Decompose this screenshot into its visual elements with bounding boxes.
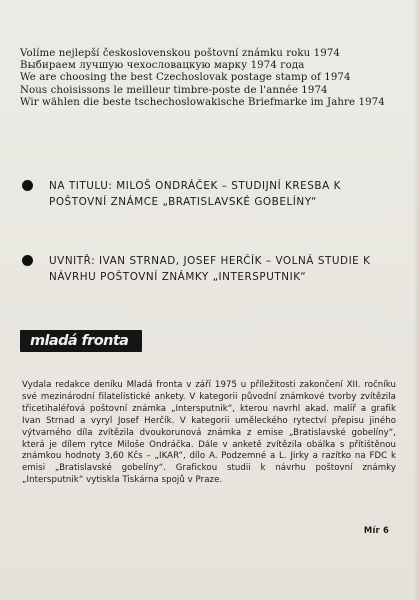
bullet-dot-icon	[22, 255, 33, 266]
cover-credit	[22, 178, 398, 210]
heading-line-german: Wir wählen die beste tschechoslowakische Briefmarke im Jahre 1974	[20, 96, 385, 108]
print-code: Mír 6	[363, 525, 389, 535]
bullet-dot-icon	[22, 180, 33, 191]
heading-line-czech: Volíme nejlepší československou poštovní známku roku 1974	[20, 48, 341, 59]
inside-credit	[22, 253, 398, 285]
heading-line-russian: Выбираем лучшую чехословацкую марку 1974 года	[20, 60, 305, 72]
publication-note: Vydala redakce deníku Mladá fronta v září 1975 u příležitosti zakončení XII. ročníku své mezinárodní filatelistické ankety. V kategorii původní známkové tvorby zvítězila třicetihaléřová poštovní známka „Intersputnik“, kterou navrhl akad. malíř a grafik Ivan Strnad a vyryl Josef Herčík. V kategorii uměleckého rytectví přepisu jiného výtvarného díla zvítězila dvoukorunová známka z emise „Bratislavské gobelíny“, která je dílem rytce Miloše Ondráčka. Dále v anketě zvítězila obálka s přítištěnou známkou hodnoty 3,60 Kčs – „IKAR“, dílo A. Podzemné a L. Jirky a razítko na FDC k emisi „Bratislavské gobelíny“. Grafickou studii k návrhu poštovní známky „Intersputnik“ vytiskla Tiskárna spojů v Praze.	[22, 380, 396, 486]
heading-line-french: Nous choisissons le meilleur timbre-poste de l'année 1974	[20, 84, 328, 96]
multilingual-heading	[20, 48, 400, 109]
mlada-fronta-logo	[20, 330, 142, 352]
logo-text: mladá fronta	[30, 333, 129, 349]
heading-line-english: We are choosing the best Czechoslovak postage stamp of 1974	[20, 72, 351, 84]
inside-credit-text: UVNITŘ: IVAN STRNAD, JOSEF HERČÍK – VOLNÁ STUDIE K NÁVRHU POŠTOVNÍ ZNÁMKY „INTERSPUTNIK“	[49, 255, 371, 283]
cover-credit-text: NA TITULU: MILOŠ ONDRÁČEK – STUDIJNÍ KRESBA K POŠTOVNÍ ZNÁMCE „BRATISLAVSKÉ GOBELÍNY“	[49, 180, 341, 208]
page-edge-shadow	[413, 0, 419, 600]
